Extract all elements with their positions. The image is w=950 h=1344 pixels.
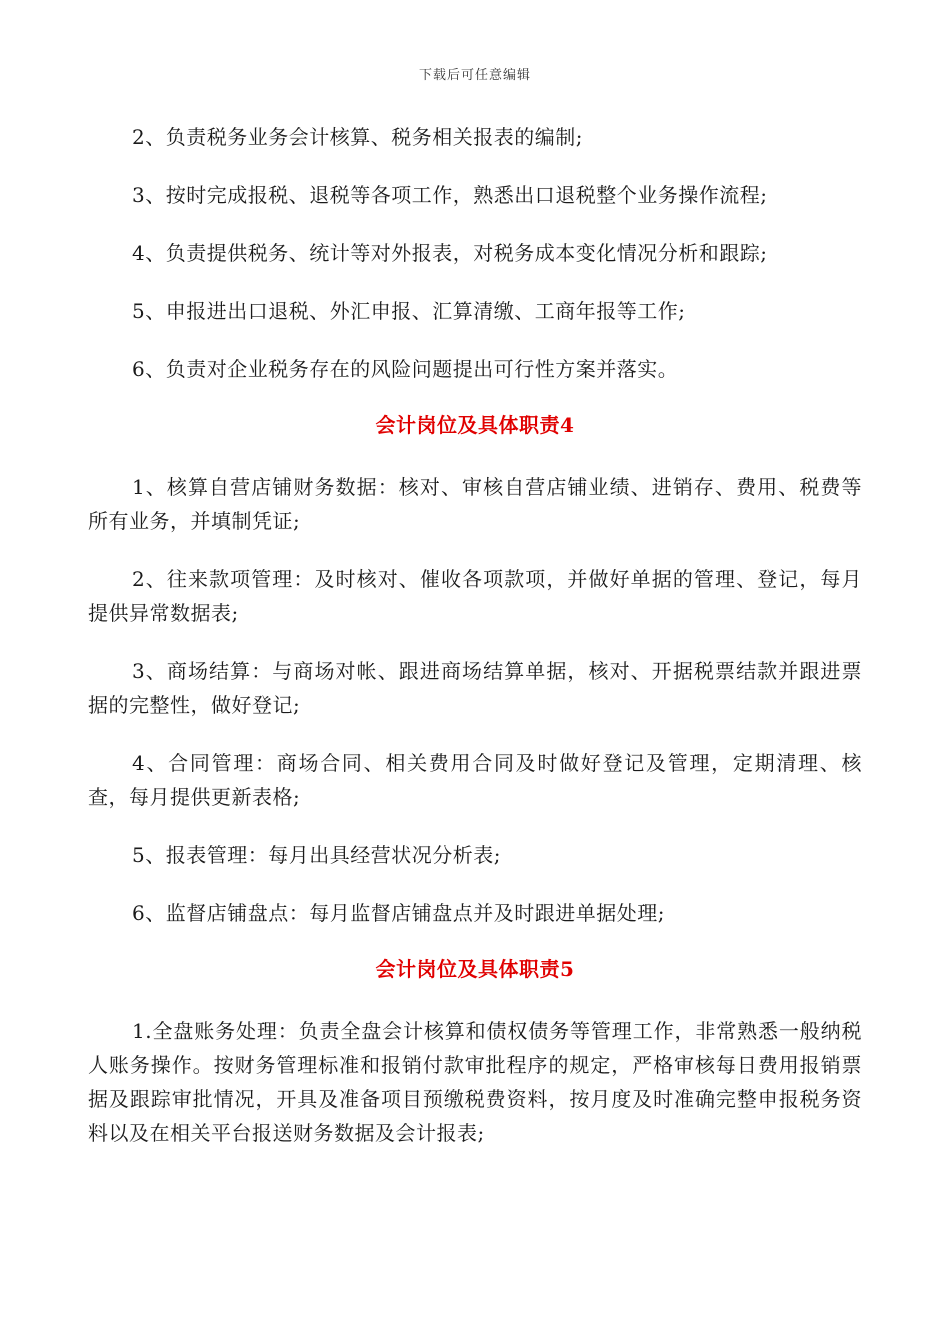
section-title-4: 会计岗位及具体职责4 [375, 413, 575, 437]
duty-item: 1.全盘账务处理：负责全盘会计核算和债权债务等管理工作，非常熟悉一般纳税人账务操作。按财务管理标准和报销付款审批程序的规定，严格审核每日费用报销票据及跟踪审批情况，开具及准备项目预缴税费资料，按月度及时准确完整申报税务资料以及在相关平台报送财务数据及会计报表; [88, 1019, 862, 1145]
duty-item: 4、合同管理：商场合同、相关费用合同及时做好登记及管理，定期清理、核查，每月提供更新表格; [88, 751, 862, 809]
duty-item: 5、申报进出口退税、外汇申报、汇算清缴、工商年报等工作; [132, 299, 686, 323]
document-body [88, 120, 862, 1174]
section-title-5: 会计岗位及具体职责5 [375, 957, 575, 981]
duty-item: 4、负责提供税务、统计等对外报表，对税务成本变化情况分析和跟踪; [132, 241, 768, 265]
duty-item: 5、报表管理：每月出具经营状况分析表; [132, 843, 501, 867]
duty-item: 2、负责税务业务会计核算、税务相关报表的编制; [132, 125, 583, 149]
duty-item: 2、往来款项管理：及时核对、催收各项款项，并做好单据的管理、登记，每月提供异常数据表; [88, 567, 862, 625]
duty-item: 6、负责对企业税务存在的风险问题提出可行性方案并落实。 [132, 357, 679, 381]
duty-item: 3、按时完成报税、退税等各项工作，熟悉出口退税整个业务操作流程; [132, 183, 768, 207]
duty-item: 3、商场结算：与商场对帐、跟进商场结算单据，核对、开据税票结款并跟进票据的完整性，做好登记; [88, 659, 862, 717]
duty-item: 6、监督店铺盘点：每月监督店铺盘点并及时跟进单据处理; [132, 901, 665, 925]
header-note: 下载后可任意编辑 [418, 68, 531, 83]
duty-item: 1、核算自营店铺财务数据：核对、审核自营店铺业绩、进销存、费用、税费等所有业务，并填制凭证; [88, 475, 862, 533]
